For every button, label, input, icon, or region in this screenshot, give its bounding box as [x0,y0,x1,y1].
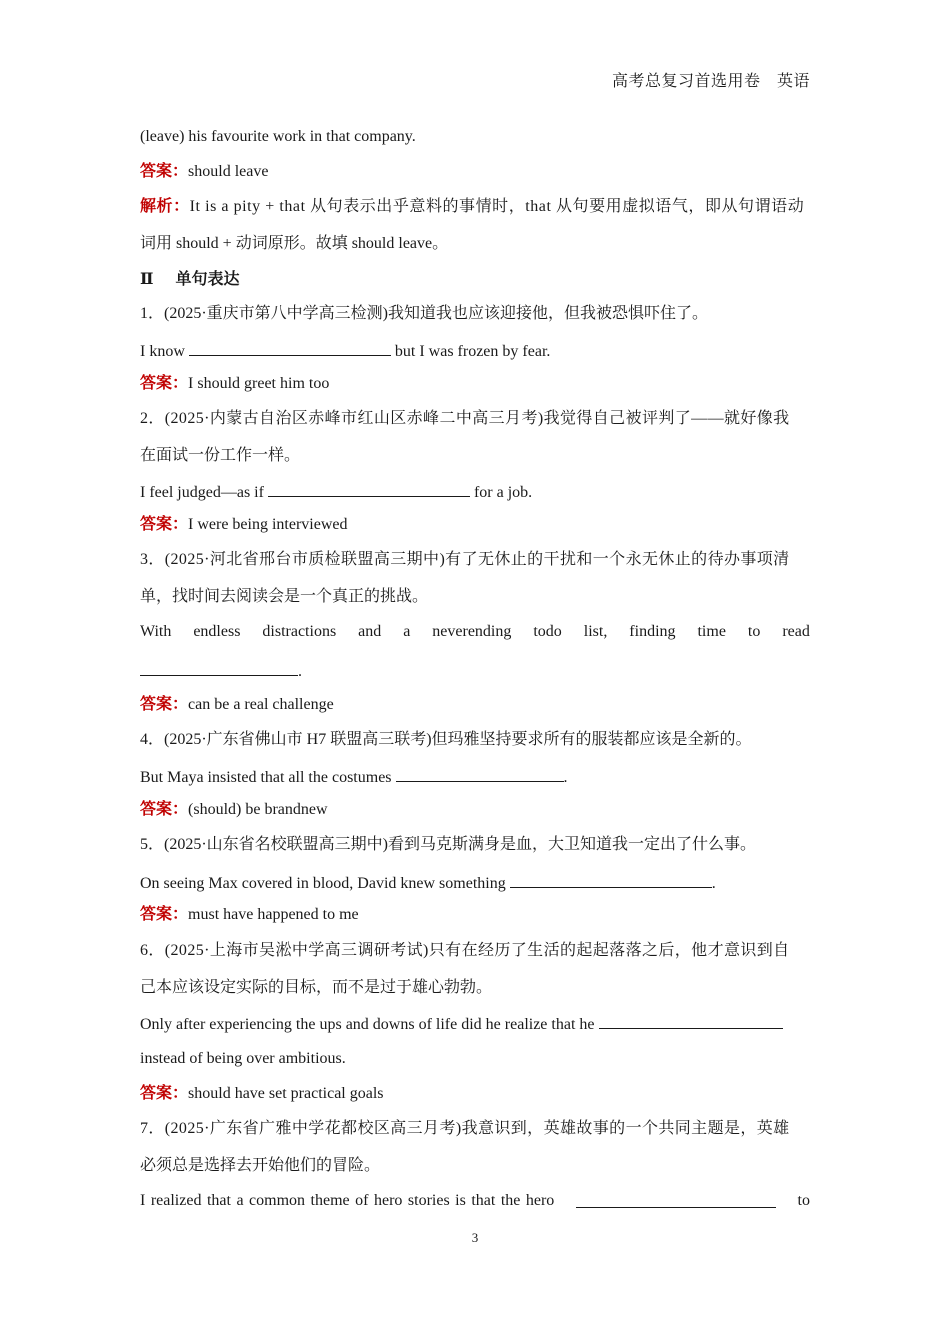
sentence-before: Only after experiencing the ups and downs of life did he realize that he [140,1016,595,1033]
item-5-answer [140,904,810,926]
section-heading [140,269,810,291]
answer-text: I were being interviewed [188,516,348,533]
item-2-source-line-2: 在面试一份工作一样。 [140,447,301,464]
answer-text: can be a real challenge [188,696,334,713]
word: read [782,623,810,640]
sentence-before: I feel judged—as if [140,484,264,501]
answer-text: (should) be brandnew [188,801,328,818]
item-2-source-line-1: 2．(2025·内蒙古自治区赤峰市红山区赤峰二中高三月考)我觉得自己被评判了——就好像我 [140,410,790,427]
word: endless [193,623,241,640]
item-6-sentence [140,1011,810,1036]
sentence-before: On seeing Max covered in blood, David knew something [140,875,506,892]
item-7-source-line-1: 7．(2025·广东省广雅中学花都校区高三月考)我意识到，英雄故事的一个共同主题是，英雄 [140,1120,790,1137]
section-title: 单句表达 [175,271,240,288]
analysis-line-2: 词用 should + 动词原形。故填 should leave。 [140,235,449,252]
item-1-sentence [140,338,810,363]
item-6-sentence-end: instead of being over ambitious. [140,1050,346,1067]
word: a [403,623,411,640]
answer-blank[interactable] [599,1011,783,1029]
item-5-source: 5．(2025·山东省名校联盟高三期中)看到马克斯满身是血，大卫知道我一定出了什么事。 [140,836,756,853]
page-header: 高考总复习首选用卷 英语 [611,73,810,90]
word: and [358,623,382,640]
item-7-source-line-2: 必须总是选择去开始他们的冒险。 [140,1157,381,1174]
page-number: 3 [471,1230,479,1245]
analysis-label: 解析： [140,198,190,215]
sentence-after: . [563,769,568,786]
sentence-after: but I was frozen by fear. [394,343,551,360]
sentence-after: . [298,663,302,680]
item-6-source-line-2: 己本应该设定实际的目标，而不是过于雄心勃勃。 [140,979,493,996]
answer-label: 答案： [140,375,189,392]
section-numeral: Ⅱ [140,271,154,288]
answer-label: 答案： [140,1085,189,1102]
answer-text: I should greet him too [188,375,330,392]
item-4-sentence [140,764,810,789]
item-4-source: 4．(2025·广东省佛山市 H7 联盟高三联考)但玛雅坚持要求所有的服装都应该是全新的。 [140,731,752,748]
item-2-answer [140,514,810,536]
item-6-source-line-1: 6．(2025·上海市吴淞中学高三调研考试)只有在经历了生活的起起落落之后，他才意识到自 [140,942,790,959]
answer-label: 答案： [140,516,189,533]
item-3-source-line-2: 单，找时间去阅读会是一个真正的挑战。 [140,588,429,605]
answer-label: 答案： [140,906,189,923]
answer-text: must have happened to me [188,906,359,923]
answer-blank[interactable] [510,870,712,888]
item-1-answer [140,373,810,395]
answer-blank[interactable] [268,479,470,497]
answer-label: 答案： [140,696,189,713]
item-4-answer [140,799,810,821]
item-3-source-line-1: 3．(2025·河北省邢台市质检联盟高三期中)有了无休止的干扰和一个永无休止的待办事项清 [140,551,790,568]
answer-blank[interactable] [140,658,298,676]
answer-blank[interactable] [396,764,564,782]
analysis-line-1 [140,196,810,218]
answer-text: should have set practical goals [188,1085,384,1102]
sentence-after: for a job. [473,484,533,501]
sentence-after: . [711,875,716,892]
word: to [747,623,761,640]
item-1-source: 1．(2025·重庆市第八中学高三检测)我知道我也应该迎接他，但我被恐惧吓住了。 [140,305,708,322]
item-3-answer [140,694,810,716]
word: list, [583,623,608,640]
answer-label: 答案： [140,163,189,180]
sentence-before: I realized that a common theme of hero stories is that the hero [140,1192,555,1209]
intro-continuation: (leave) his favourite work in that company. [140,128,416,145]
answer-text: should leave [188,163,269,180]
item-5-sentence [140,870,810,895]
sentence-before: I know [140,343,185,360]
word: neverending [432,623,512,640]
item-7-sentence [140,1190,810,1212]
item-2-sentence [140,479,810,504]
word: finding [629,623,676,640]
word: distractions [262,623,337,640]
answer-label: 答案： [140,801,189,818]
word: With [140,623,172,640]
word: time [697,623,726,640]
sentence-before: But Maya insisted that all the costumes [140,769,392,786]
item-3-sentence-end [140,658,810,683]
item-6-answer [140,1083,810,1105]
answer-blank[interactable] [189,338,391,356]
intro-answer [140,161,810,183]
answer-blank[interactable] [576,1190,776,1208]
item-3-sentence [140,621,810,643]
word: todo [533,623,562,640]
sentence-after: to [797,1192,810,1209]
analysis-text-1: It is a pity + that 从句表示出乎意料的事情时，that 从句要用虚拟语气，即从句谓语动 [189,198,805,215]
